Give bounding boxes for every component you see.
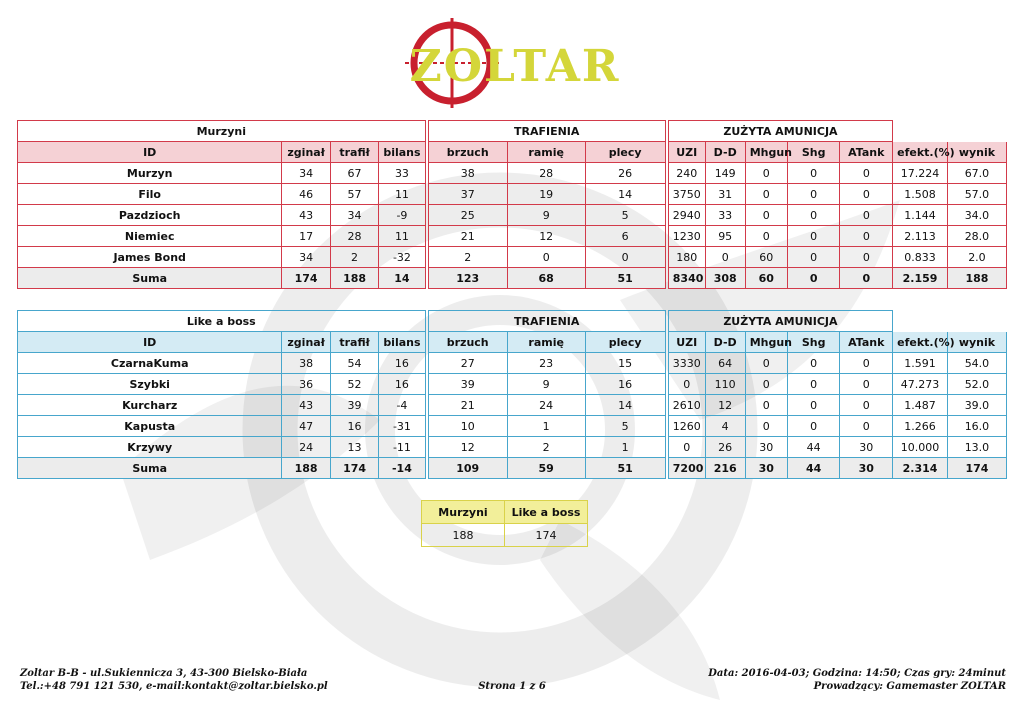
stat-cell: 1260	[668, 416, 706, 437]
stat-cell: 240	[668, 163, 706, 184]
stat-cell: 12	[706, 395, 746, 416]
stat-cell: 17.224	[893, 163, 948, 184]
player-row	[17, 395, 1007, 416]
col-wynik: wynik	[948, 332, 1007, 353]
summary-value: 188	[422, 524, 505, 547]
stat-cell: -14	[379, 458, 425, 479]
stat-cell: 47.273	[893, 374, 948, 395]
stat-cell: 2610	[668, 395, 706, 416]
stat-cell: 21	[428, 395, 508, 416]
stat-cell: 0	[840, 416, 893, 437]
col-uzi: UZI	[668, 332, 706, 353]
stat-cell: 60	[746, 268, 788, 289]
header-row	[17, 142, 1007, 163]
stat-cell: 51	[586, 268, 666, 289]
stat-cell: 0	[788, 205, 841, 226]
player-name-cell: Pazdzioch	[17, 205, 282, 226]
stat-cell: 44	[788, 458, 841, 479]
stat-cell: 7200	[668, 458, 706, 479]
footer-datetime: Data: 2016-04-03; Godzina: 14:50; Czas gry: 24minut	[708, 668, 1006, 679]
stat-cell: -9	[379, 205, 425, 226]
stat-cell: 188	[948, 268, 1007, 289]
stat-cell: 0	[746, 205, 788, 226]
col-id: ID	[17, 332, 282, 353]
stat-cell: 27	[428, 353, 508, 374]
col-wynik: wynik	[948, 142, 1007, 163]
stat-cell: 2.159	[893, 268, 948, 289]
stat-cell: 31	[706, 184, 746, 205]
col-mhgun: Mhgun	[746, 332, 788, 353]
stat-cell: 0	[788, 353, 841, 374]
stat-cell: 0	[746, 226, 788, 247]
stat-cell: 0	[668, 437, 706, 458]
stat-cell: 3750	[668, 184, 706, 205]
player-name-cell: James Bond	[17, 247, 282, 268]
player-name-cell: Murzyn	[17, 163, 282, 184]
group-amunicja: ZUŻYTA AMUNICJA	[668, 120, 893, 142]
stat-cell: 9	[508, 205, 586, 226]
stat-cell: 1.591	[893, 353, 948, 374]
stat-cell: 57.0	[948, 184, 1007, 205]
stat-cell: 57	[331, 184, 379, 205]
stat-cell: 95	[706, 226, 746, 247]
player-row	[17, 374, 1007, 395]
stat-cell: 28.0	[948, 226, 1007, 247]
stat-cell: 38	[282, 353, 330, 374]
col-shg: Shg	[788, 142, 841, 163]
stat-cell: 30	[840, 437, 893, 458]
stat-cell: 36	[282, 374, 330, 395]
footer-session	[708, 667, 1006, 693]
stat-cell: 67.0	[948, 163, 1007, 184]
player-name-cell: Krzywy	[17, 437, 282, 458]
stat-cell: 30	[746, 437, 788, 458]
svg-text:ZOLTAR: ZOLTAR	[409, 41, 621, 92]
stat-cell: 51	[586, 458, 666, 479]
stat-cell: 34.0	[948, 205, 1007, 226]
stat-cell: 34	[331, 205, 379, 226]
stat-cell: 0	[840, 374, 893, 395]
group-trafienia: TRAFIENIA	[428, 310, 666, 332]
player-name-cell: Suma	[17, 268, 282, 289]
stat-cell: 17	[282, 226, 330, 247]
stat-cell: 0	[788, 416, 841, 437]
player-name-cell: Szybki	[17, 374, 282, 395]
stat-cell: 0	[508, 247, 586, 268]
stat-cell: 43	[282, 395, 330, 416]
team-name: Like a boss	[17, 310, 426, 332]
sum-row	[17, 268, 1007, 289]
summary-table	[421, 500, 588, 547]
stat-cell: 308	[706, 268, 746, 289]
footer-contact: Tel.:+48 791 121 530, e-mail:kontakt@zoltar.bielsko.pl	[20, 681, 328, 692]
summary-value: 174	[505, 524, 588, 547]
stat-cell: 12	[508, 226, 586, 247]
stat-cell: -11	[379, 437, 425, 458]
stat-cell: 23	[508, 353, 586, 374]
stat-cell: 0	[840, 184, 893, 205]
stat-cell: 33	[706, 205, 746, 226]
stat-cell: 68	[508, 268, 586, 289]
stat-cell: 4	[706, 416, 746, 437]
stat-cell: 52.0	[948, 374, 1007, 395]
player-row	[17, 184, 1007, 205]
player-row	[17, 205, 1007, 226]
stat-cell: 0	[840, 247, 893, 268]
stat-cell: 123	[428, 268, 508, 289]
player-name-cell: CzarnaKuma	[17, 353, 282, 374]
team-table-murzyni	[17, 120, 1007, 289]
stat-cell: 16	[331, 416, 379, 437]
footer-host: Prowadzący: Gamemaster ZOLTAR	[813, 681, 1006, 692]
zoltar-logo	[395, 18, 635, 108]
stat-cell: 0	[788, 184, 841, 205]
stat-cell: 0	[840, 268, 893, 289]
col-efekt: efekt.(%)	[893, 332, 948, 353]
stat-cell: 54.0	[948, 353, 1007, 374]
col-id: ID	[17, 142, 282, 163]
stat-cell: 19	[508, 184, 586, 205]
stat-cell: 1	[586, 437, 666, 458]
stat-cell: 34	[282, 163, 330, 184]
stat-cell: 16	[379, 353, 425, 374]
player-name-cell: Niemiec	[17, 226, 282, 247]
stat-cell: -32	[379, 247, 425, 268]
group-amunicja: ZUŻYTA AMUNICJA	[668, 310, 893, 332]
stat-cell: 14	[586, 395, 666, 416]
stat-cell: 59	[508, 458, 586, 479]
stat-cell: 14	[379, 268, 425, 289]
col-ramie: ramię	[508, 142, 586, 163]
stat-cell: 3330	[668, 353, 706, 374]
stat-cell: 180	[668, 247, 706, 268]
stat-cell: 10.000	[893, 437, 948, 458]
stat-cell: 64	[706, 353, 746, 374]
stat-cell: 2940	[668, 205, 706, 226]
stat-cell: 9	[508, 374, 586, 395]
stat-cell: 0	[746, 416, 788, 437]
col-dd: D-D	[706, 332, 746, 353]
stat-cell: 12	[428, 437, 508, 458]
stat-cell: 39.0	[948, 395, 1007, 416]
stat-cell: 188	[282, 458, 330, 479]
stat-cell: 13.0	[948, 437, 1007, 458]
stat-cell: 0	[746, 353, 788, 374]
summary-header: Like a boss	[505, 501, 588, 524]
stat-cell: 38	[428, 163, 508, 184]
stat-cell: 33	[379, 163, 425, 184]
stat-cell: 52	[331, 374, 379, 395]
stat-cell: 1.508	[893, 184, 948, 205]
stat-cell: 21	[428, 226, 508, 247]
col-brzuch: brzuch	[428, 332, 508, 353]
stat-cell: 14	[586, 184, 666, 205]
col-efekt: efekt.(%)	[893, 142, 948, 163]
stat-cell: 43	[282, 205, 330, 226]
stat-cell: 47	[282, 416, 330, 437]
stat-cell: 0	[788, 226, 841, 247]
stat-cell: 60	[746, 247, 788, 268]
stat-cell: 2	[428, 247, 508, 268]
stat-cell: 25	[428, 205, 508, 226]
stat-cell: 0	[840, 226, 893, 247]
stat-cell: 0	[746, 395, 788, 416]
stat-cell: 0	[788, 374, 841, 395]
stat-cell: -31	[379, 416, 425, 437]
col-dd: D-D	[706, 142, 746, 163]
group-trafienia: TRAFIENIA	[428, 120, 666, 142]
player-name-cell: Kurcharz	[17, 395, 282, 416]
stat-cell: 16	[379, 374, 425, 395]
stat-cell: 0	[840, 353, 893, 374]
stat-cell: 188	[331, 268, 379, 289]
stat-cell: 54	[331, 353, 379, 374]
col-ramie: ramię	[508, 332, 586, 353]
stat-cell: 1230	[668, 226, 706, 247]
stat-cell: 37	[428, 184, 508, 205]
player-row	[17, 416, 1007, 437]
stat-cell: 0	[788, 163, 841, 184]
col-zginal: zginał	[282, 142, 330, 163]
player-name-cell: Filo	[17, 184, 282, 205]
stat-cell: 11	[379, 226, 425, 247]
stat-cell: 0	[840, 163, 893, 184]
player-row	[17, 226, 1007, 247]
stat-cell: 109	[428, 458, 508, 479]
stat-cell: 149	[706, 163, 746, 184]
player-row	[17, 437, 1007, 458]
col-zginal: zginał	[282, 332, 330, 353]
col-uzi: UZI	[668, 142, 706, 163]
stat-cell: 1.487	[893, 395, 948, 416]
stat-cell: 34	[282, 247, 330, 268]
col-brzuch: brzuch	[428, 142, 508, 163]
col-plecy: plecy	[586, 332, 666, 353]
stat-cell: 28	[508, 163, 586, 184]
stat-cell: -4	[379, 395, 425, 416]
stat-cell: 11	[379, 184, 425, 205]
stat-cell: 13	[331, 437, 379, 458]
player-row	[17, 163, 1007, 184]
stat-cell: 110	[706, 374, 746, 395]
stat-cell: 174	[948, 458, 1007, 479]
stat-cell: 26	[586, 163, 666, 184]
col-trafil: trafił	[331, 332, 379, 353]
stat-cell: 1.144	[893, 205, 948, 226]
stat-cell: 26	[706, 437, 746, 458]
stat-cell: 39	[331, 395, 379, 416]
col-atank: ATank	[840, 332, 893, 353]
stat-cell: 0	[840, 395, 893, 416]
stat-cell: 2.0	[948, 247, 1007, 268]
stat-cell: 8340	[668, 268, 706, 289]
stat-cell: 2	[331, 247, 379, 268]
stat-cell: 24	[282, 437, 330, 458]
stat-cell: 15	[586, 353, 666, 374]
stat-cell: 2.113	[893, 226, 948, 247]
stat-cell: 0	[746, 184, 788, 205]
stat-cell: 2	[508, 437, 586, 458]
stat-cell: 30	[746, 458, 788, 479]
player-row	[17, 353, 1007, 374]
stat-cell: 46	[282, 184, 330, 205]
sum-row	[17, 458, 1007, 479]
team-table-like-a-boss	[17, 310, 1007, 479]
stat-cell: 44	[788, 437, 841, 458]
stat-cell: 0	[668, 374, 706, 395]
stat-cell: 0	[746, 163, 788, 184]
stat-cell: 0	[586, 247, 666, 268]
stat-cell: 5	[586, 205, 666, 226]
stat-cell: 0	[788, 395, 841, 416]
player-row	[17, 247, 1007, 268]
header-row	[17, 332, 1007, 353]
footer-address: Zoltar B-B - ul.Sukiennicza 3, 43-300 Bielsko-Biała	[20, 668, 308, 679]
col-bilans: bilans	[379, 142, 425, 163]
col-mhgun: Mhgun	[746, 142, 788, 163]
stat-cell: 0	[746, 374, 788, 395]
stat-cell: 16	[586, 374, 666, 395]
footer-page-number: Strona 1 z 6	[478, 681, 546, 692]
stat-cell: 67	[331, 163, 379, 184]
stat-cell: 6	[586, 226, 666, 247]
stat-cell: 0	[840, 205, 893, 226]
col-trafil: trafił	[331, 142, 379, 163]
stat-cell: 5	[586, 416, 666, 437]
stat-cell: 39	[428, 374, 508, 395]
stat-cell: 174	[331, 458, 379, 479]
stat-cell: 24	[508, 395, 586, 416]
stat-cell: 0.833	[893, 247, 948, 268]
col-bilans: bilans	[379, 332, 425, 353]
stat-cell: 216	[706, 458, 746, 479]
col-shg: Shg	[788, 332, 841, 353]
stat-cell: 30	[840, 458, 893, 479]
stat-cell: 174	[282, 268, 330, 289]
stat-cell: 1	[508, 416, 586, 437]
stat-cell: 28	[331, 226, 379, 247]
player-name-cell: Kapusta	[17, 416, 282, 437]
summary-header: Murzyni	[422, 501, 505, 524]
stat-cell: 16.0	[948, 416, 1007, 437]
stat-cell: 0	[788, 268, 841, 289]
stat-cell: 0	[788, 247, 841, 268]
col-atank: ATank	[840, 142, 893, 163]
stat-cell: 1.266	[893, 416, 948, 437]
player-name-cell: Suma	[17, 458, 282, 479]
col-plecy: plecy	[586, 142, 666, 163]
team-name: Murzyni	[17, 120, 426, 142]
stat-cell: 10	[428, 416, 508, 437]
stat-cell: 2.314	[893, 458, 948, 479]
stat-cell: 0	[706, 247, 746, 268]
